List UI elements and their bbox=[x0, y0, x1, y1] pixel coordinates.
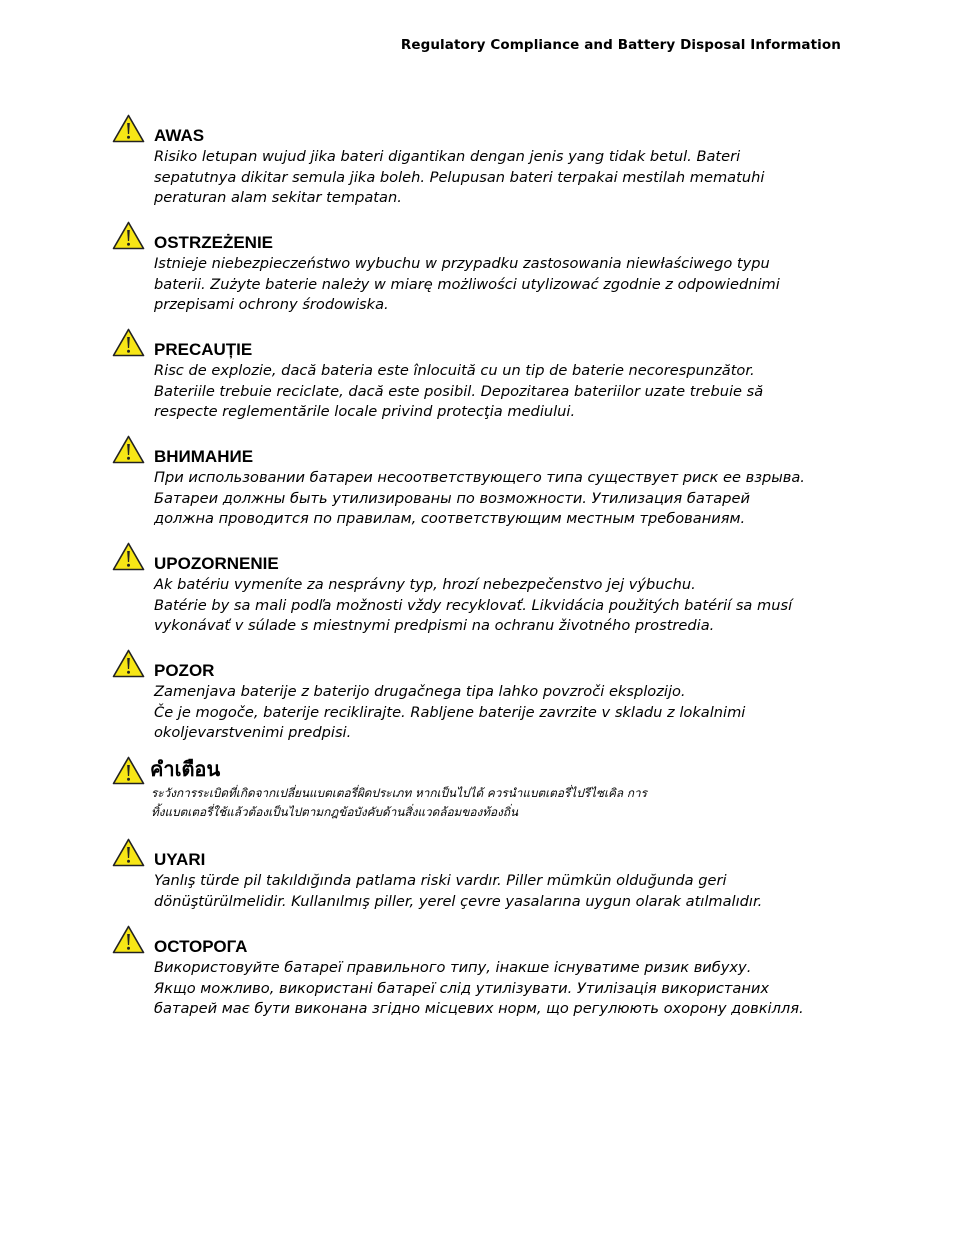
warning-title: ОСТОРОГА bbox=[154, 937, 248, 956]
caution-triangle-icon bbox=[112, 114, 145, 143]
warning-text-line: peraturan alam sekitar tempatan. bbox=[154, 189, 402, 206]
warning-text-line: должна проводится по правилам, соответствующим местным требованиям. bbox=[154, 510, 746, 527]
warning-text-line: Risc de explozie, dacă bateria este înlocuită cu un tip de baterie necorespunzător. bbox=[154, 362, 755, 379]
warning-text-line: ทิ้งแบตเตอรี่ใช้แล้วต้องเป็นไปตามกฎข้อบังคับด้านสิ่งแวดล้อมของท้องถิ่น bbox=[151, 805, 519, 819]
warning-text bbox=[154, 682, 854, 744]
warning-text bbox=[154, 468, 854, 530]
warning-title: OSTRZEŻENIE bbox=[154, 233, 274, 252]
warning-title: UYARI bbox=[154, 850, 206, 869]
warning-text bbox=[154, 361, 854, 423]
warning-text-line: батарей має бути виконана згідно місцевих норм, що регулюють охорону довкілля. bbox=[154, 1000, 804, 1017]
warning-text-line: Батареи должны быть утилизированы по возможности. Утилизация батарей bbox=[154, 489, 750, 507]
warning-text-line: przepisami ochrony środowiska. bbox=[154, 296, 389, 313]
running-header: Regulatory Compliance and Battery Disposal Information bbox=[400, 37, 841, 53]
warning-text-line: Zamenjava baterije z baterijo drugačnega tipa lahko povzroči eksplozijo. bbox=[154, 683, 686, 700]
warning-text-line: При использовании батареи несоответствующего типа существует риск ее взрыва. bbox=[154, 469, 805, 486]
warning-title: POZOR bbox=[154, 661, 215, 680]
warning-text bbox=[154, 147, 854, 209]
caution-triangle-icon bbox=[112, 328, 145, 357]
warning-text-line: sepatutnya dikitar semula jika boleh. Pelupusan bateri terpakai mestilah mematuhi bbox=[154, 168, 765, 186]
warning-text-line: dönüştürülmelidir. Kullanılmış piller, yerel çevre yasalarına uygun olarak atılmalıdır. bbox=[154, 892, 763, 910]
caution-triangle-icon bbox=[112, 838, 145, 867]
warning-text bbox=[151, 784, 851, 822]
warning-text bbox=[154, 958, 854, 1020]
caution-triangle-icon bbox=[112, 221, 145, 250]
caution-triangle-icon bbox=[112, 925, 145, 954]
warning-title: คำเตือน bbox=[150, 759, 221, 781]
warning-text-line: Batérie by sa mali podľa možnosti vždy recyklovať. Likvidácia použitých batérií sa musí bbox=[154, 596, 793, 614]
warning-text-line: Istnieje niebezpieczeństwo wybuchu w przypadku zastosowania niewłaściwego typu bbox=[154, 255, 770, 272]
warning-title: PRECAUȚIE bbox=[154, 340, 253, 359]
warning-text bbox=[154, 254, 854, 316]
warning-text-line: ระวังการระเบิดที่เกิดจากเปลี่ยนแบตเตอรี่ผิดประเภท หากเป็นไปได้ ควรนำแบตเตอรี่ไปรีไซเคิล การ bbox=[151, 786, 647, 800]
caution-triangle-icon bbox=[112, 756, 145, 785]
warning-text-line: Використовуйте батареї правильного типу, інакше існуватиме ризик вибуху. bbox=[154, 959, 752, 976]
caution-triangle-icon bbox=[112, 542, 145, 571]
caution-triangle-icon bbox=[112, 649, 145, 678]
warning-text-line: Якщо можливо, використані батареї слід утилізувати. Утилізація використаних bbox=[154, 979, 769, 997]
warning-text-line: Ak batériu vymeníte za nesprávny typ, hrozí nebezpečenstvo jej výbuchu. bbox=[154, 576, 696, 593]
warning-text-line: baterii. Zużyte baterie należy w miarę możliwości utylizować zgodnie z odpowiednimi bbox=[154, 275, 780, 293]
warning-text bbox=[154, 575, 854, 637]
warning-title: ВНИМАНИЕ bbox=[154, 447, 254, 466]
warning-text-line: vykonávať v súlade s miestnymi predpismi na ochranu životného prostredia. bbox=[154, 617, 715, 634]
warning-text-line: okoljevarstvenimi predpisi. bbox=[154, 724, 352, 741]
warning-title: UPOZORNENIE bbox=[154, 554, 279, 573]
caution-triangle-icon bbox=[112, 435, 145, 464]
warning-text-line: Bateriile trebuie reciclate, dacă este posibil. Depozitarea bateriilor uzate trebuie să bbox=[154, 382, 764, 400]
warning-title: AWAS bbox=[154, 126, 205, 145]
warning-text-line: Risiko letupan wujud jika bateri digantikan dengan jenis yang tidak betul. Bateri bbox=[154, 148, 741, 165]
warning-text-line: Če je mogoče, baterije reciklirajte. Rabljene baterije zavrzite v skladu z lokalnimi bbox=[154, 703, 746, 721]
warning-text bbox=[154, 871, 854, 912]
warning-text-line: respecte reglementările locale privind protecţia mediului. bbox=[154, 403, 576, 420]
warning-text-line: Yanlış türde pil takıldığında patlama riski vardır. Piller mümkün olduğunda geri bbox=[154, 872, 727, 889]
